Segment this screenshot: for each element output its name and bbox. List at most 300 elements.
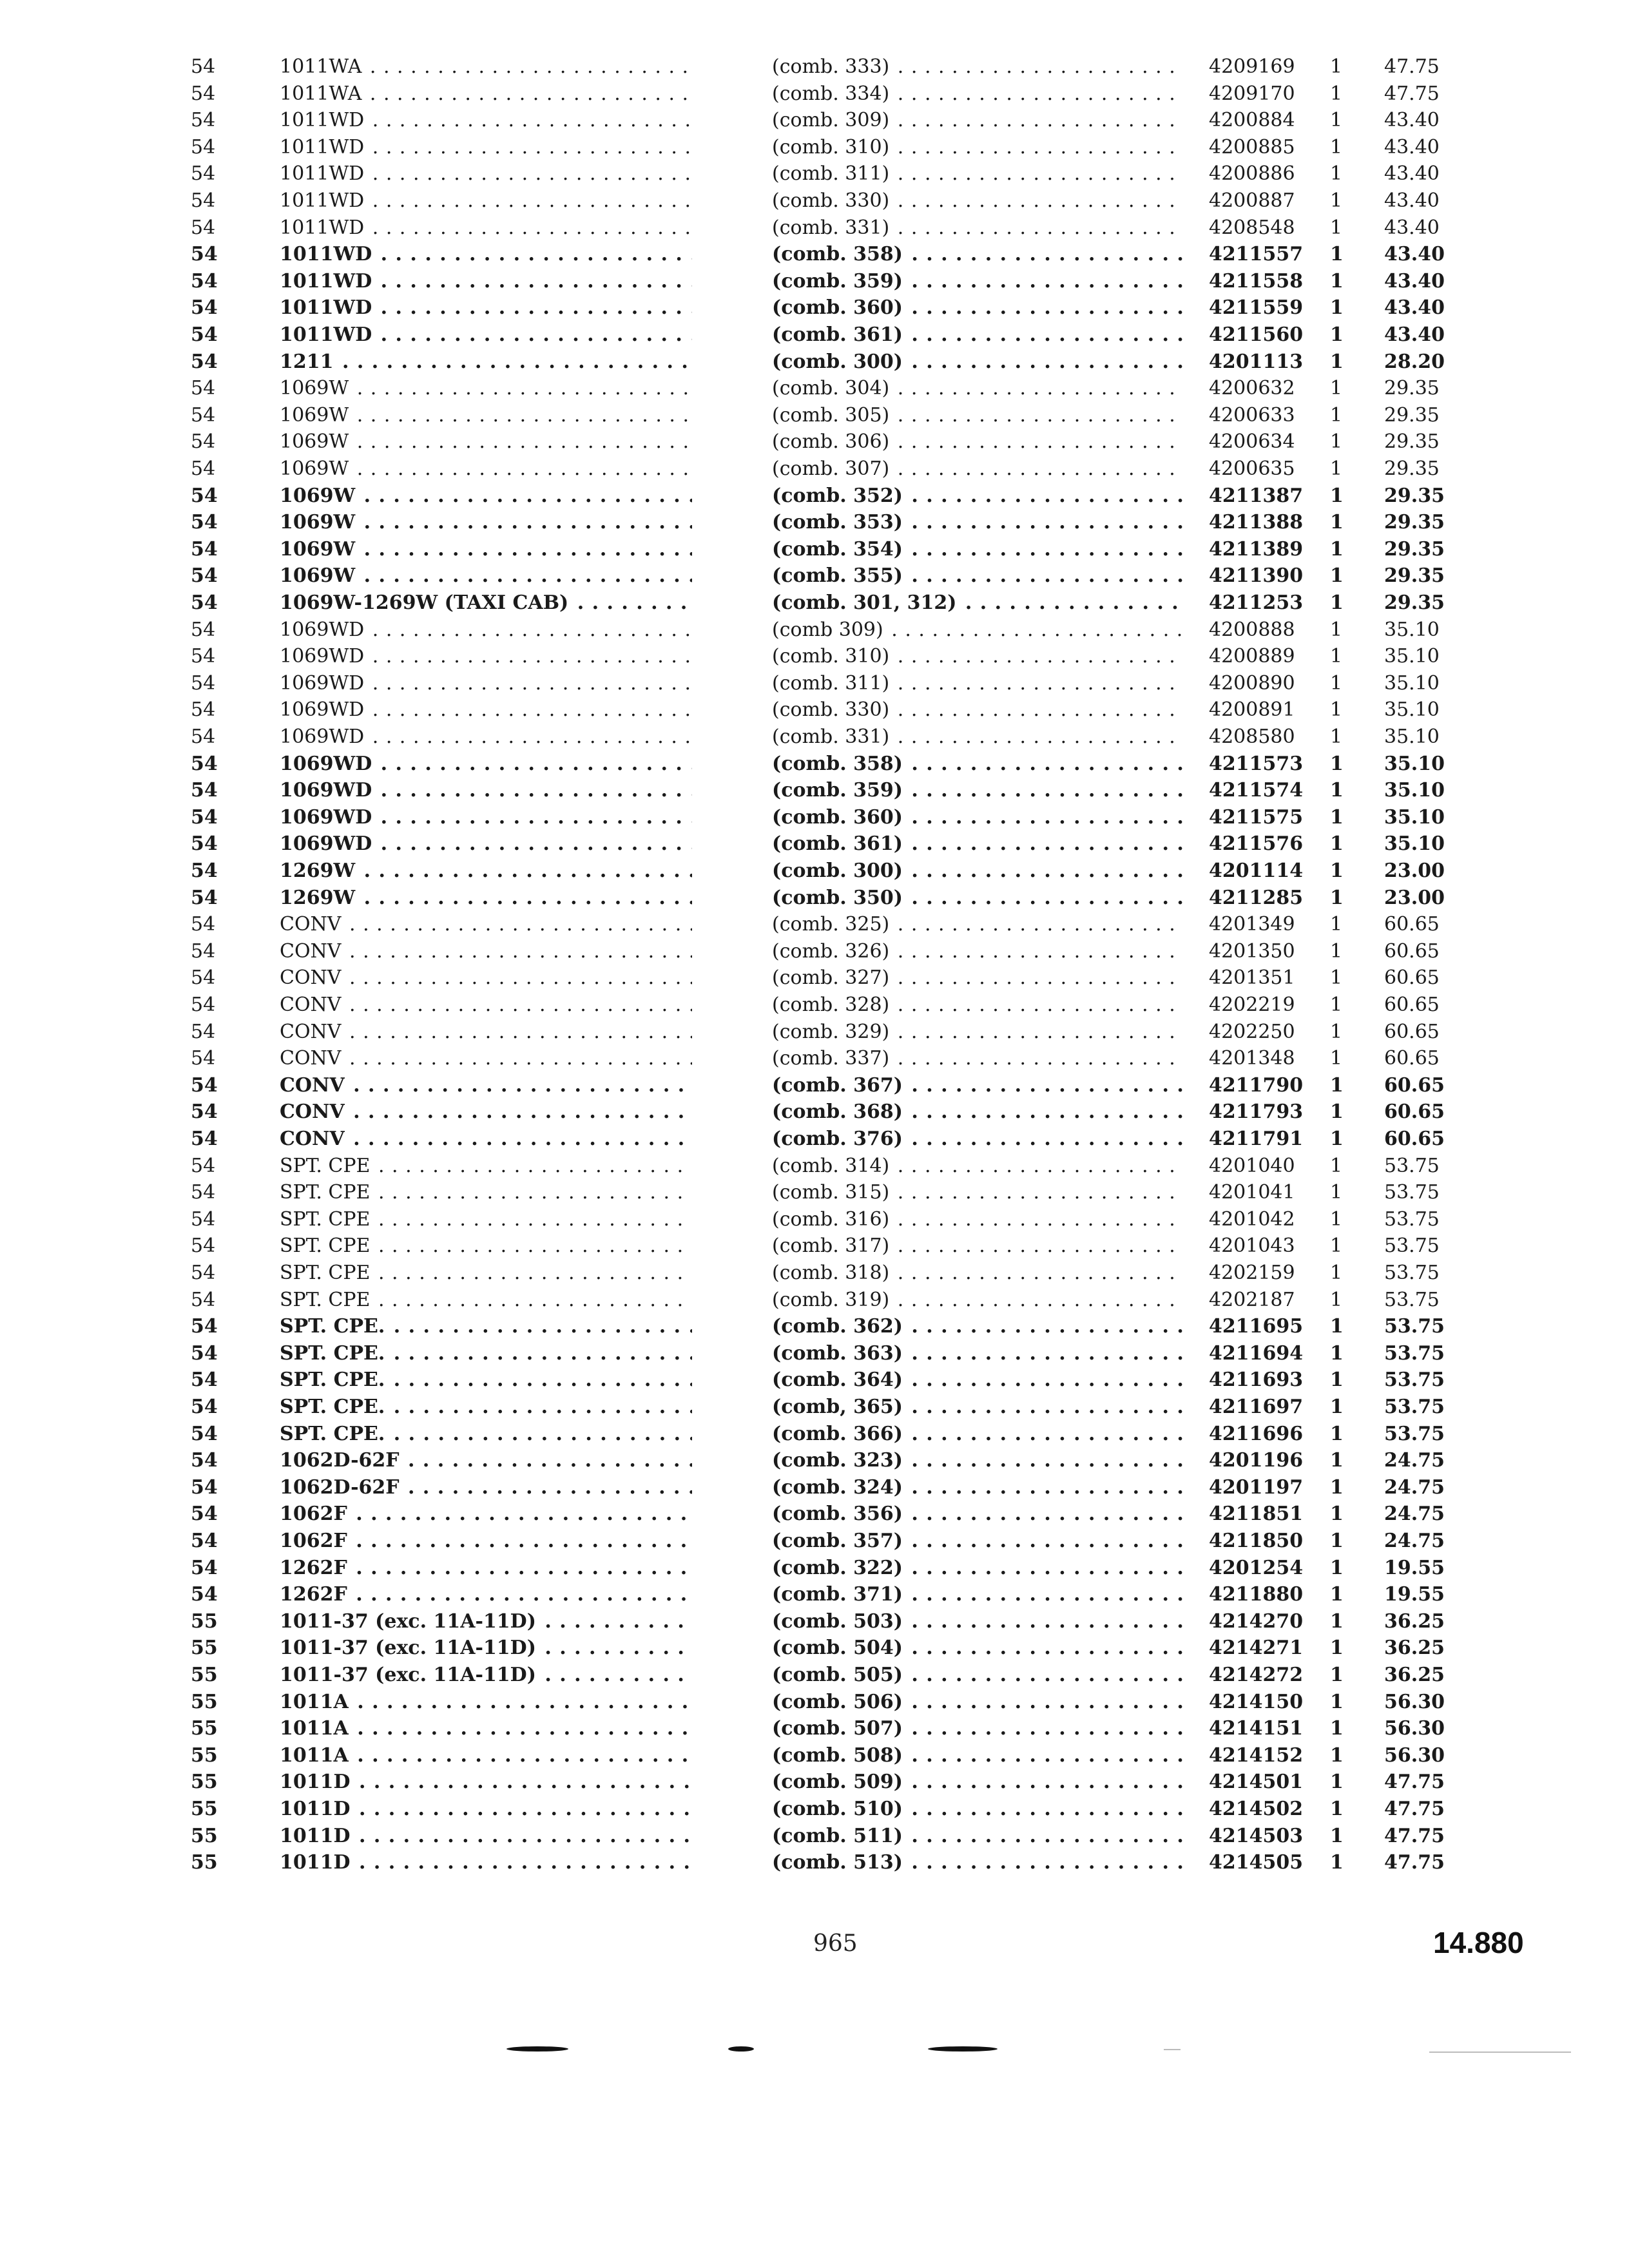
table-row	[0, 751, 1629, 777]
model-cell: 1069WD . . .	[280, 617, 692, 643]
model-cell: CONV . . .	[280, 1099, 692, 1125]
price-cell: 53.75	[1384, 1422, 1445, 1445]
part-number-cell: 4200886	[1209, 162, 1295, 186]
table-row	[0, 1421, 1629, 1447]
price-cell: 53.75	[1384, 1154, 1440, 1177]
table-row	[0, 1743, 1629, 1769]
price-cell: 47.75	[1384, 1851, 1445, 1874]
combination-cell: (comb. 362) . . .	[772, 1314, 1184, 1340]
quantity-cell: 1	[1330, 832, 1344, 856]
price-cell: 29.35	[1384, 484, 1445, 507]
model-cell: 1011A . . .	[280, 1743, 692, 1769]
model-cell: CONV . . .	[280, 1126, 692, 1152]
table-row	[0, 1850, 1629, 1876]
year-cell: 54	[191, 430, 216, 454]
part-number-cell: 4201042	[1209, 1207, 1295, 1231]
quantity-cell: 1	[1330, 860, 1344, 882]
model-cell: 1011WD . . .	[280, 161, 692, 187]
model-cell: SPT. CPE. . . .	[280, 1394, 692, 1420]
price-cell: 19.55	[1384, 1583, 1445, 1606]
combination-cell: (comb. 361) . . .	[772, 322, 1184, 348]
table-row	[0, 1448, 1629, 1474]
part-number-cell: 4208580	[1209, 726, 1295, 748]
combination-cell: (comb. 309) . . .	[772, 108, 1184, 133]
model-cell: 1011D . . .	[280, 1850, 692, 1876]
combination-cell: (comb. 301, 312) . . .	[772, 590, 1184, 616]
price-cell: 60.65	[1384, 966, 1440, 990]
combination-cell: (comb. 304) . . .	[772, 376, 1184, 401]
model-cell: 1069WD . . .	[280, 697, 692, 723]
table-row	[0, 1233, 1629, 1259]
combination-cell: (comb. 510) . . .	[772, 1796, 1184, 1822]
year-cell: 55	[191, 1771, 218, 1794]
year-cell: 55	[191, 1717, 218, 1740]
quantity-cell: 1	[1330, 1047, 1343, 1070]
part-number-cell: 4211697	[1209, 1396, 1304, 1418]
model-cell: 1011WD . . .	[280, 108, 692, 133]
model-cell: 1011D . . .	[280, 1796, 692, 1822]
year-cell: 54	[191, 1128, 218, 1150]
price-cell: 60.65	[1384, 1100, 1445, 1124]
combination-cell: (comb. 353) . . .	[772, 510, 1184, 535]
combination-cell: (comb. 311) . . .	[772, 161, 1184, 187]
model-cell: SPT. CPE . . .	[280, 1233, 692, 1259]
table-row	[0, 1769, 1629, 1795]
table-row	[0, 1046, 1629, 1072]
price-cell: 24.75	[1384, 1449, 1445, 1472]
combination-cell: (comb. 324) . . .	[772, 1475, 1184, 1501]
table-row	[0, 671, 1629, 697]
price-cell: 47.75	[1384, 1798, 1445, 1820]
quantity-cell: 1	[1330, 618, 1343, 641]
combination-cell: (comb 309) . . .	[772, 617, 1184, 643]
combination-cell: (comb. 319) . . .	[772, 1287, 1184, 1313]
year-cell: 54	[191, 403, 216, 427]
table-row	[0, 322, 1629, 348]
part-number-cell: 4201113	[1209, 350, 1304, 373]
model-cell: 1069W . . .	[280, 376, 692, 401]
year-cell: 54	[191, 671, 216, 695]
combination-cell: (comb. 505) . . .	[772, 1662, 1184, 1688]
combination-cell: (comb. 315) . . .	[772, 1180, 1184, 1206]
scan-mark	[1164, 2049, 1181, 2050]
quantity-cell: 1	[1330, 1422, 1344, 1445]
part-number-cell: 4200633	[1209, 403, 1295, 427]
part-number-cell: 4200634	[1209, 430, 1295, 454]
year-cell: 54	[191, 591, 218, 614]
year-cell: 54	[191, 994, 216, 1016]
price-cell: 60.65	[1384, 913, 1440, 936]
part-number-cell: 4200885	[1209, 135, 1295, 159]
table-row	[0, 1367, 1629, 1393]
year-cell: 54	[191, 350, 218, 373]
year-cell: 54	[191, 645, 216, 668]
part-number-cell: 4201254	[1209, 1556, 1304, 1579]
table-row	[0, 161, 1629, 187]
scan-mark	[1429, 2052, 1571, 2053]
part-number-cell: 4214502	[1209, 1798, 1304, 1820]
price-cell: 24.75	[1384, 1475, 1445, 1499]
quantity-cell: 1	[1330, 591, 1344, 614]
year-cell: 54	[191, 779, 218, 802]
combination-cell: (comb. 358) . . .	[772, 751, 1184, 777]
part-number-cell: 4200884	[1209, 109, 1295, 132]
quantity-cell: 1	[1330, 511, 1344, 534]
model-cell: 1011WD . . .	[280, 135, 692, 160]
year-cell: 54	[191, 1530, 218, 1552]
price-cell: 43.40	[1384, 216, 1440, 239]
part-number-cell: 4214503	[1209, 1824, 1304, 1847]
combination-cell: (comb. 314) . . .	[772, 1153, 1184, 1179]
part-number-cell: 4201114	[1209, 860, 1304, 882]
combination-cell: (comb. 355) . . .	[772, 563, 1184, 589]
table-row	[0, 858, 1629, 884]
model-cell: CONV . . .	[280, 1046, 692, 1072]
table-row	[0, 831, 1629, 857]
price-cell: 53.75	[1384, 1369, 1445, 1392]
price-cell: 60.65	[1384, 939, 1440, 963]
price-cell: 35.10	[1384, 726, 1440, 748]
table-row	[0, 81, 1629, 107]
quantity-cell: 1	[1330, 1503, 1344, 1526]
table-row	[0, 1475, 1629, 1501]
part-number-cell: 4209170	[1209, 82, 1295, 105]
table-row	[0, 1528, 1629, 1554]
price-cell: 43.40	[1384, 323, 1445, 346]
year-cell: 54	[191, 243, 218, 266]
combination-cell: (comb. 325) . . .	[772, 912, 1184, 937]
price-cell: 35.10	[1384, 805, 1445, 829]
quantity-cell: 1	[1330, 1664, 1344, 1686]
model-cell: CONV . . .	[280, 992, 692, 1018]
combination-cell: (comb. 366) . . .	[772, 1421, 1184, 1447]
model-cell: 1211 . . .	[280, 349, 692, 375]
year-cell: 54	[191, 939, 216, 963]
table-row	[0, 724, 1629, 750]
combination-cell: (comb. 326) . . .	[772, 939, 1184, 965]
year-cell: 55	[191, 1664, 218, 1686]
quantity-cell: 1	[1330, 1154, 1343, 1177]
table-row	[0, 1180, 1629, 1206]
price-cell: 24.75	[1384, 1503, 1445, 1526]
price-cell: 47.75	[1384, 55, 1440, 78]
price-cell: 19.55	[1384, 1556, 1445, 1579]
price-cell: 47.75	[1384, 82, 1440, 105]
model-cell: SPT. CPE . . .	[280, 1287, 692, 1313]
part-number-cell: 4201350	[1209, 939, 1295, 963]
price-cell: 60.65	[1384, 994, 1440, 1016]
year-cell: 54	[191, 296, 218, 320]
quantity-cell: 1	[1330, 1288, 1343, 1311]
table-row	[0, 1796, 1629, 1822]
combination-cell: (comb. 318) . . .	[772, 1260, 1184, 1286]
price-cell: 29.35	[1384, 511, 1445, 534]
quantity-cell: 1	[1330, 1530, 1344, 1552]
table-row	[0, 108, 1629, 133]
model-cell: 1069WD . . .	[280, 831, 692, 857]
model-cell: 1262F . . .	[280, 1582, 692, 1608]
combination-cell: (comb. 359) . . .	[772, 269, 1184, 294]
price-cell: 47.75	[1384, 1771, 1445, 1794]
model-cell: SPT. CPE. . . .	[280, 1367, 692, 1393]
year-cell: 54	[191, 377, 216, 400]
price-cell: 43.40	[1384, 135, 1440, 159]
table-row	[0, 1635, 1629, 1661]
quantity-cell: 1	[1330, 1824, 1344, 1847]
quantity-cell: 1	[1330, 82, 1343, 105]
part-number-cell: 4211285	[1209, 886, 1304, 909]
scan-smudge	[506, 2046, 568, 2052]
part-number-cell: 4201040	[1209, 1154, 1295, 1177]
model-cell: 1062D-62F . . .	[280, 1475, 692, 1501]
part-number-cell: 4214270	[1209, 1610, 1304, 1633]
price-cell: 29.35	[1384, 457, 1440, 480]
part-number-cell: 4200890	[1209, 671, 1295, 695]
quantity-cell: 1	[1330, 1690, 1344, 1713]
part-number-cell: 4211560	[1209, 323, 1304, 346]
table-row	[0, 1555, 1629, 1581]
year-cell: 54	[191, 189, 216, 212]
model-cell: CONV . . .	[280, 965, 692, 991]
part-number-cell: 4201197	[1209, 1475, 1304, 1499]
year-cell: 54	[191, 1315, 218, 1338]
price-cell: 53.75	[1384, 1341, 1445, 1365]
price-cell: 28.20	[1384, 350, 1445, 373]
table-row	[0, 403, 1629, 428]
price-cell: 24.75	[1384, 1530, 1445, 1552]
price-cell: 53.75	[1384, 1207, 1440, 1231]
year-cell: 54	[191, 511, 218, 534]
table-row	[0, 992, 1629, 1018]
year-cell: 55	[191, 1824, 218, 1847]
year-cell: 54	[191, 1288, 216, 1311]
price-cell: 35.10	[1384, 752, 1445, 775]
combination-cell: (comb. 300) . . .	[772, 858, 1184, 884]
price-cell: 56.30	[1384, 1690, 1445, 1713]
year-cell: 54	[191, 1073, 218, 1097]
model-cell: 1069W . . .	[280, 403, 692, 428]
combination-cell: (comb. 513) . . .	[772, 1850, 1184, 1876]
model-cell: 1069W . . .	[280, 510, 692, 535]
combination-cell: (comb. 316) . . .	[772, 1207, 1184, 1233]
price-cell: 60.65	[1384, 1047, 1440, 1070]
combination-cell: (comb. 329) . . .	[772, 1019, 1184, 1045]
year-cell: 54	[191, 537, 218, 561]
table-row	[0, 697, 1629, 723]
combination-cell: (comb. 376) . . .	[772, 1126, 1184, 1152]
quantity-cell: 1	[1330, 403, 1343, 427]
combination-cell: (comb. 333) . . .	[772, 54, 1184, 80]
quantity-cell: 1	[1330, 939, 1343, 963]
combination-cell: (comb. 506) . . .	[772, 1689, 1184, 1715]
year-cell: 54	[191, 1449, 218, 1472]
price-cell: 35.10	[1384, 832, 1445, 856]
table-row	[0, 563, 1629, 589]
part-number-cell: 4211880	[1209, 1583, 1304, 1606]
table-row	[0, 188, 1629, 214]
table-row	[0, 617, 1629, 643]
quantity-cell: 1	[1330, 216, 1343, 239]
quantity-cell: 1	[1330, 1315, 1344, 1338]
price-cell: 29.35	[1384, 377, 1440, 400]
model-cell: 1069WD . . .	[280, 751, 692, 777]
year-cell: 55	[191, 1798, 218, 1820]
price-cell: 35.10	[1384, 698, 1440, 722]
year-cell: 54	[191, 162, 216, 186]
part-number-cell: 4211573	[1209, 752, 1304, 775]
quantity-cell: 1	[1330, 1475, 1344, 1499]
year-cell: 54	[191, 1020, 216, 1043]
part-number-cell: 4201196	[1209, 1449, 1304, 1472]
quantity-cell: 1	[1330, 296, 1344, 320]
combination-cell: (comb. 511) . . .	[772, 1823, 1184, 1849]
quantity-cell: 1	[1330, 1717, 1344, 1740]
year-cell: 54	[191, 564, 218, 588]
part-number-cell: 4202250	[1209, 1020, 1295, 1043]
combination-cell: (comb. 508) . . .	[772, 1743, 1184, 1769]
table-row	[0, 1260, 1629, 1286]
quantity-cell: 1	[1330, 1771, 1344, 1794]
year-cell: 54	[191, 457, 216, 480]
part-number-cell: 4211558	[1209, 269, 1304, 293]
table-row	[0, 1126, 1629, 1152]
part-number-cell: 4209169	[1209, 55, 1295, 78]
table-row	[0, 215, 1629, 241]
model-cell: 1011-37 (exc. 11A-11D) . . .	[280, 1662, 692, 1688]
price-cell: 43.40	[1384, 243, 1445, 266]
part-number-cell: 4211575	[1209, 805, 1304, 829]
part-number-cell: 4214150	[1209, 1690, 1304, 1713]
price-cell: 43.40	[1384, 296, 1445, 320]
model-cell: 1069W-1269W (TAXI CAB) . . .	[280, 590, 692, 616]
year-cell: 54	[191, 1583, 218, 1606]
model-cell: 1069W . . .	[280, 563, 692, 589]
part-number-cell: 4211850	[1209, 1530, 1304, 1552]
year-cell: 54	[191, 1396, 218, 1418]
price-cell: 29.35	[1384, 564, 1445, 588]
model-cell: SPT. CPE. . . .	[280, 1314, 692, 1340]
year-cell: 54	[191, 966, 216, 990]
quantity-cell: 1	[1330, 1181, 1343, 1204]
combination-cell: (comb. 331) . . .	[772, 724, 1184, 750]
part-number-cell: 4201351	[1209, 966, 1295, 990]
price-cell: 60.65	[1384, 1073, 1445, 1097]
model-cell: CONV . . .	[280, 1073, 692, 1099]
model-cell: 1069W . . .	[280, 483, 692, 509]
scan-smudge	[728, 2046, 754, 2052]
model-cell: 1069WD . . .	[280, 724, 692, 750]
combination-cell: (comb. 357) . . .	[772, 1528, 1184, 1554]
combination-cell: (comb. 364) . . .	[772, 1367, 1184, 1393]
year-cell: 54	[191, 1207, 216, 1231]
model-cell: 1011WD . . .	[280, 295, 692, 321]
quantity-cell: 1	[1330, 645, 1343, 668]
price-cell: 35.10	[1384, 618, 1440, 641]
price-cell: 29.35	[1384, 403, 1440, 427]
combination-cell: (comb. 507) . . .	[772, 1716, 1184, 1742]
quantity-cell: 1	[1330, 1744, 1344, 1767]
price-cell: 60.65	[1384, 1020, 1440, 1043]
quantity-cell: 1	[1330, 994, 1343, 1016]
table-row	[0, 590, 1629, 616]
combination-cell: (comb. 359) . . .	[772, 778, 1184, 803]
price-cell: 43.40	[1384, 162, 1440, 186]
part-number-cell: 4214272	[1209, 1664, 1304, 1686]
quantity-cell: 1	[1330, 1583, 1344, 1606]
part-number-cell: 4211576	[1209, 832, 1304, 856]
combination-cell: (comb. 305) . . .	[772, 403, 1184, 428]
quantity-cell: 1	[1330, 1396, 1344, 1418]
price-cell: 29.35	[1384, 430, 1440, 454]
price-cell: 36.25	[1384, 1637, 1445, 1660]
part-number-cell: 4201348	[1209, 1047, 1295, 1070]
combination-cell: (comb. 503) . . .	[772, 1609, 1184, 1635]
part-number-cell: 4211790	[1209, 1073, 1304, 1097]
price-cell: 36.25	[1384, 1664, 1445, 1686]
year-cell: 54	[191, 805, 218, 829]
quantity-cell: 1	[1330, 269, 1344, 293]
part-number-cell: 4200887	[1209, 189, 1295, 212]
combination-cell: (comb. 360) . . .	[772, 295, 1184, 321]
table-row	[0, 1394, 1629, 1420]
model-cell: 1011-37 (exc. 11A-11D) . . .	[280, 1635, 692, 1661]
combination-cell: (comb. 327) . . .	[772, 965, 1184, 991]
year-cell: 54	[191, 752, 218, 775]
year-cell: 55	[191, 1744, 218, 1767]
price-cell: 53.75	[1384, 1235, 1440, 1258]
year-cell: 54	[191, 216, 216, 239]
price-cell: 35.10	[1384, 645, 1440, 668]
quantity-cell: 1	[1330, 1262, 1343, 1284]
price-cell: 60.65	[1384, 1128, 1445, 1150]
quantity-cell: 1	[1330, 323, 1344, 346]
quantity-cell: 1	[1330, 1073, 1344, 1097]
year-cell: 54	[191, 1475, 218, 1499]
quantity-cell: 1	[1330, 457, 1343, 480]
part-number-cell: 4208548	[1209, 216, 1295, 239]
year-cell: 54	[191, 55, 216, 78]
model-cell: 1011WA . . .	[280, 54, 692, 80]
model-cell: SPT. CPE. . . .	[280, 1421, 692, 1447]
part-number-cell: 4211559	[1209, 296, 1304, 320]
year-cell: 54	[191, 1154, 216, 1177]
year-cell: 54	[191, 269, 218, 293]
combination-cell: (comb. 361) . . .	[772, 831, 1184, 857]
quantity-cell: 1	[1330, 966, 1343, 990]
price-cell: 29.35	[1384, 537, 1445, 561]
year-cell: 54	[191, 1556, 218, 1579]
table-row	[0, 912, 1629, 937]
table-row	[0, 885, 1629, 911]
quantity-cell: 1	[1330, 1556, 1344, 1579]
combination-cell: (comb. 330) . . .	[772, 188, 1184, 214]
combination-cell: (comb. 311) . . .	[772, 671, 1184, 697]
table-row	[0, 376, 1629, 401]
model-cell: 1011WD . . .	[280, 242, 692, 267]
combination-cell: (comb. 328) . . .	[772, 992, 1184, 1018]
year-cell: 54	[191, 886, 218, 909]
model-cell: SPT. CPE. . . .	[280, 1341, 692, 1367]
price-cell: 53.75	[1384, 1396, 1445, 1418]
table-row	[0, 242, 1629, 267]
model-cell: 1069WD . . .	[280, 671, 692, 697]
combination-cell: (comb. 367) . . .	[772, 1073, 1184, 1099]
quantity-cell: 1	[1330, 913, 1343, 936]
part-number-cell: 4214505	[1209, 1851, 1304, 1874]
part-number-cell: 4200888	[1209, 618, 1295, 641]
price-cell: 53.75	[1384, 1181, 1440, 1204]
model-cell: 1262F . . .	[280, 1555, 692, 1581]
